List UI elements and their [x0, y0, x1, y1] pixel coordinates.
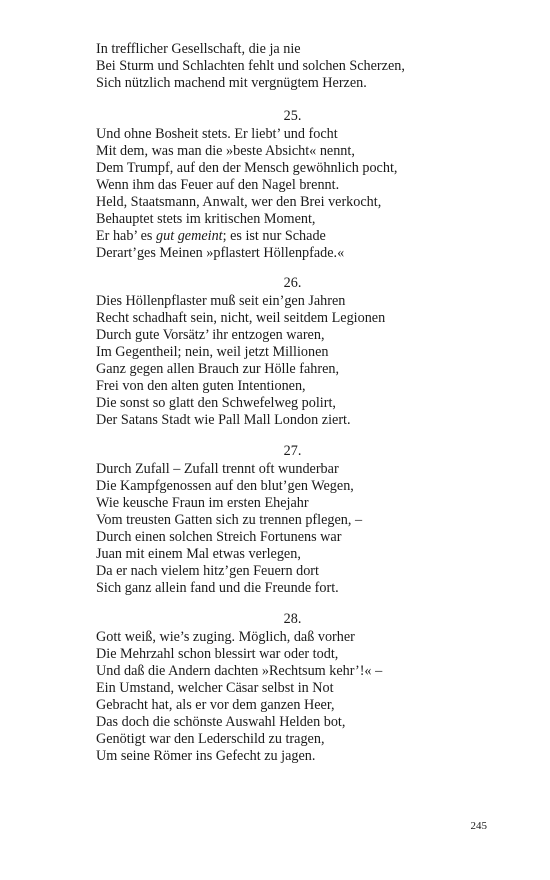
verse-line: Bei Sturm und Schlachten fehlt und solchen Scherzen, — [96, 58, 405, 74]
verse-line: Held, Staatsmann, Anwalt, wer den Brei verkocht, — [96, 194, 382, 210]
verse-line: Wenn ihm das Feuer auf den Nagel brennt. — [96, 177, 340, 193]
verse-line: Genötigt war den Lederschild zu tragen, — [96, 731, 325, 747]
stanza-28 — [96, 611, 496, 765]
verse-line: Und daß die Andern dachten »Rechtsum kehr’!« – — [96, 663, 383, 679]
verse-line: Recht schadhaft sein, nicht, weil seitdem Legionen — [96, 310, 386, 326]
verse-line: Um seine Römer ins Gefecht zu jagen. — [96, 748, 316, 764]
verse-line: Sich ganz allein fand und die Freunde fort. — [96, 580, 339, 596]
stanza-24-tail — [96, 41, 496, 92]
verse-line: Durch einen solchen Streich Fortunens war — [96, 529, 342, 545]
page-number: 245 — [470, 820, 487, 832]
verse-line: Behauptet stets im kritischen Moment, — [96, 211, 316, 227]
stanza-26 — [96, 275, 496, 429]
verse-line: Frei von den alten guten Intentionen, — [96, 378, 306, 394]
verse-line: In trefflicher Gesellschaft, die ja nie — [96, 41, 301, 57]
verse-line: Ein Umstand, welcher Cäsar selbst in Not — [96, 680, 334, 696]
verse-line-end: ; es ist nur Schade — [222, 228, 326, 244]
verse-line: Durch gute Vorsätz’ ihr entzogen waren, — [96, 327, 325, 343]
verse-line: Der Satans Stadt wie Pall Mall London ziert. — [96, 412, 351, 428]
verse-line: Mit dem, was man die »beste Absicht« nennt, — [96, 143, 355, 159]
verse-line: Und ohne Bosheit stets. Er liebt’ und focht — [96, 126, 338, 142]
verse-line: Juan mit einem Mal etwas verlegen, — [96, 546, 301, 562]
verse-line: Das doch die schönste Auswahl Helden bot, — [96, 714, 346, 730]
stanza-number: 25. — [283, 108, 302, 124]
stanza-27 — [96, 443, 496, 597]
verse-line: Ganz gegen allen Brauch zur Hölle fahren, — [96, 361, 340, 377]
verse-line: Gebracht hat, als er vor dem ganzen Heer, — [96, 697, 335, 713]
verse-line: Da er nach vielem hitz’gen Feuern dort — [96, 563, 319, 579]
verse-line: Derart’ges Meinen »pflastert Höllenpfade.« — [96, 245, 345, 261]
emphasis-text: gut gemeint — [156, 228, 223, 244]
stanza-25 — [96, 108, 496, 262]
stanza-number: 26. — [283, 275, 302, 291]
verse-line: Wie keusche Fraun im ersten Ehejahr — [96, 495, 309, 511]
stanza-number: 28. — [283, 611, 302, 627]
stanza-number: 27. — [283, 443, 302, 459]
verse-line: Die Kampfgenossen auf den blut’gen Wegen, — [96, 478, 354, 494]
verse-line: Die sonst so glatt den Schwefelweg polirt, — [96, 395, 336, 411]
verse-line: Dem Trumpf, auf den der Mensch gewöhnlich pocht, — [96, 160, 398, 176]
verse-line: Durch Zufall – Zufall trennt oft wunderbar — [96, 461, 339, 477]
verse-line: Vom treusten Gatten sich zu trennen pflegen, – — [96, 512, 363, 528]
verse-line-start: Er hab’ es — [96, 228, 157, 244]
verse-line: Die Mehrzahl schon blessirt war oder todt, — [96, 646, 339, 662]
verse-line: Gott weiß, wie’s zuging. Möglich, daß vorher — [96, 629, 355, 645]
verse-line: Dies Höllenpflaster muß seit ein’gen Jahren — [96, 293, 346, 309]
verse-line: Sich nützlich machend mit vergnügtem Herzen. — [96, 75, 367, 91]
verse-line: Im Gegentheil; nein, weil jetzt Millionen — [96, 344, 329, 360]
verse-line-mixed — [96, 228, 496, 245]
